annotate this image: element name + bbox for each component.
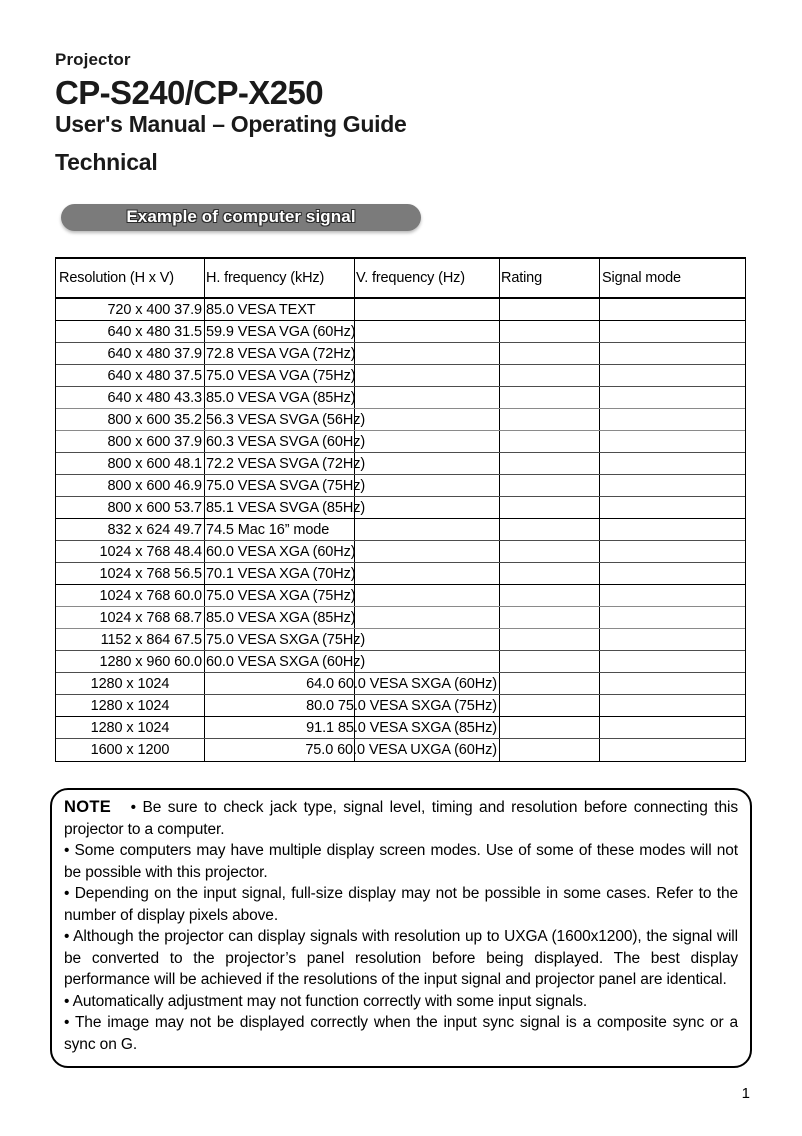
cell-resolution-hfreq: 720 x 400 37.9 <box>107 302 202 318</box>
cell-vfreq-mode: 85.1 VESA SVGA (85Hz) <box>206 500 366 516</box>
table-row <box>56 475 745 497</box>
note-paragraph-6: • The image may not be displayed correctly when the input sync signal is a composite sync or a sync on G. <box>64 1014 738 1053</box>
cell-resolution-hfreq: 1024 x 768 48.4 <box>99 544 202 560</box>
table-row <box>56 299 745 321</box>
table-row <box>56 365 745 387</box>
masthead <box>55 50 755 176</box>
table-header-row <box>56 259 745 299</box>
cell-resolution-hfreq: 1024 x 768 68.7 <box>99 610 202 626</box>
cell-resolution: 1600 x 1200 <box>90 742 170 758</box>
cell-vfreq-mode: 85.0 VESA TEXT <box>206 302 316 318</box>
column-header-resolution: Resolution (H x V) <box>59 270 174 286</box>
cell-resolution-hfreq: 1024 x 768 60.0 <box>99 588 202 604</box>
cell-resolution-hfreq: 800 x 600 46.9 <box>107 478 202 494</box>
table-row <box>56 585 745 607</box>
cell-vfreq-mode: 60.0 VESA XGA (60Hz) <box>206 544 356 560</box>
table-row <box>56 497 745 519</box>
cell-vfreq-mode: 72.2 VESA SVGA (72Hz) <box>206 456 366 472</box>
cell-vfreq-mode: 85.0 VESA VGA (85Hz) <box>206 390 356 406</box>
cell-resolution: 1280 x 1024 <box>90 676 170 692</box>
cell-resolution-hfreq: 640 x 480 43.3 <box>107 390 202 406</box>
cell-vfreq-mode: 60.0 VESA SXGA (60Hz) <box>206 654 366 670</box>
cell-resolution: 1280 x 1024 <box>90 698 170 714</box>
table-row <box>56 607 745 629</box>
table-row <box>56 387 745 409</box>
cell-resolution-hfreq: 800 x 600 37.9 <box>107 434 202 450</box>
note-paragraph-2: • Some computers may have multiple display screen modes. Use of some of these modes will not be possible with this projector. <box>64 842 738 881</box>
cell-freq-mode: 75.0 60.0 VESA UXGA (60Hz) <box>305 742 497 758</box>
cell-freq-mode: 64.0 60.0 VESA SXGA (60Hz) <box>306 676 497 692</box>
cell-freq-mode: 80.0 75.0 VESA SXGA (75Hz) <box>306 698 497 714</box>
cell-vfreq-mode: 72.8 VESA VGA (72Hz) <box>206 346 356 362</box>
table-row <box>56 717 745 739</box>
table-row <box>56 541 745 563</box>
cell-resolution-hfreq: 640 x 480 31.5 <box>107 324 202 340</box>
product-category: Projector <box>55 50 131 69</box>
note-paragraph-1 <box>64 797 738 840</box>
table-row <box>56 629 745 651</box>
note-label: NOTE <box>64 798 112 816</box>
column-header-h-frequency: H. frequency (kHz) <box>206 270 325 286</box>
note-callout <box>50 788 752 1068</box>
table-row <box>56 431 745 453</box>
cell-resolution: 1280 x 1024 <box>90 720 170 736</box>
cell-vfreq-mode: 85.0 VESA XGA (85Hz) <box>206 610 356 626</box>
table-row <box>56 695 745 717</box>
cell-resolution-hfreq: 1152 x 864 67.5 <box>100 632 202 648</box>
cell-resolution-hfreq: 800 x 600 53.7 <box>107 500 202 516</box>
cell-vfreq-mode: 74.5 Mac 16” mode <box>206 522 330 538</box>
cell-resolution-hfreq: 640 x 480 37.5 <box>107 368 202 384</box>
note-text: • Be sure to check jack type, signal level, timing and resolution before connecting this projector to a computer. <box>64 799 738 838</box>
table-row <box>56 453 745 475</box>
section-title: Technical <box>55 149 158 175</box>
table-row <box>56 519 745 541</box>
cell-vfreq-mode: 75.0 VESA XGA (75Hz) <box>206 588 356 604</box>
table-row <box>56 321 745 343</box>
manual-subtitle: User's Manual – Operating Guide <box>55 111 407 137</box>
table-row <box>56 651 745 673</box>
note-paragraph-4: • Although the projector can display signals with resolution up to UXGA (1600x1200), the signal will be converted to the projector’s panel resolution before being displayed. The best display performance will be achieved if the resolutions of the input signal and projector panel are identical. <box>64 928 738 988</box>
table-row <box>56 343 745 365</box>
note-paragraph-3: • Depending on the input signal, full-size display may not be possible in some cases. Refer to the number of display pixels above. <box>64 885 738 924</box>
page-number: 1 <box>741 1085 750 1102</box>
column-header-v-frequency: V. frequency (Hz) <box>356 270 465 286</box>
table-row <box>56 673 745 695</box>
column-header-signal-mode: Signal mode <box>602 270 681 286</box>
product-model: CP-S240/CP-X250 <box>55 74 323 111</box>
table-row <box>56 739 745 761</box>
note-paragraph-5: • Automatically adjustment may not function correctly with some input signals. <box>64 992 588 1010</box>
cell-freq-mode: 91.1 85.0 VESA SXGA (85Hz) <box>306 720 497 736</box>
cell-resolution-hfreq: 832 x 624 49.7 <box>107 522 202 538</box>
table-row <box>56 409 745 431</box>
cell-resolution-hfreq: 1280 x 960 60.0 <box>99 654 202 670</box>
cell-resolution-hfreq: 800 x 600 35.2 <box>107 412 202 428</box>
cell-vfreq-mode: 60.3 VESA SVGA (60Hz) <box>206 434 366 450</box>
cell-resolution-hfreq: 800 x 600 48.1 <box>107 456 202 472</box>
column-header-rating: Rating <box>501 270 543 286</box>
table-row <box>56 563 745 585</box>
cell-resolution-hfreq: 640 x 480 37.9 <box>107 346 202 362</box>
cell-vfreq-mode: 75.0 VESA SVGA (75Hz) <box>206 478 366 494</box>
cell-vfreq-mode: 75.0 VESA VGA (75Hz) <box>206 368 356 384</box>
cell-vfreq-mode: 59.9 VESA VGA (60Hz) <box>206 324 356 340</box>
cell-resolution-hfreq: 1024 x 768 56.5 <box>99 566 202 582</box>
cell-vfreq-mode: 75.0 VESA SXGA (75Hz) <box>206 632 366 648</box>
section-banner <box>61 204 421 231</box>
cell-vfreq-mode: 70.1 VESA XGA (70Hz) <box>206 566 356 582</box>
computer-signal-table <box>55 257 746 762</box>
section-banner-label: Example of computer signal <box>126 207 356 226</box>
cell-vfreq-mode: 56.3 VESA SVGA (56Hz) <box>206 412 366 428</box>
